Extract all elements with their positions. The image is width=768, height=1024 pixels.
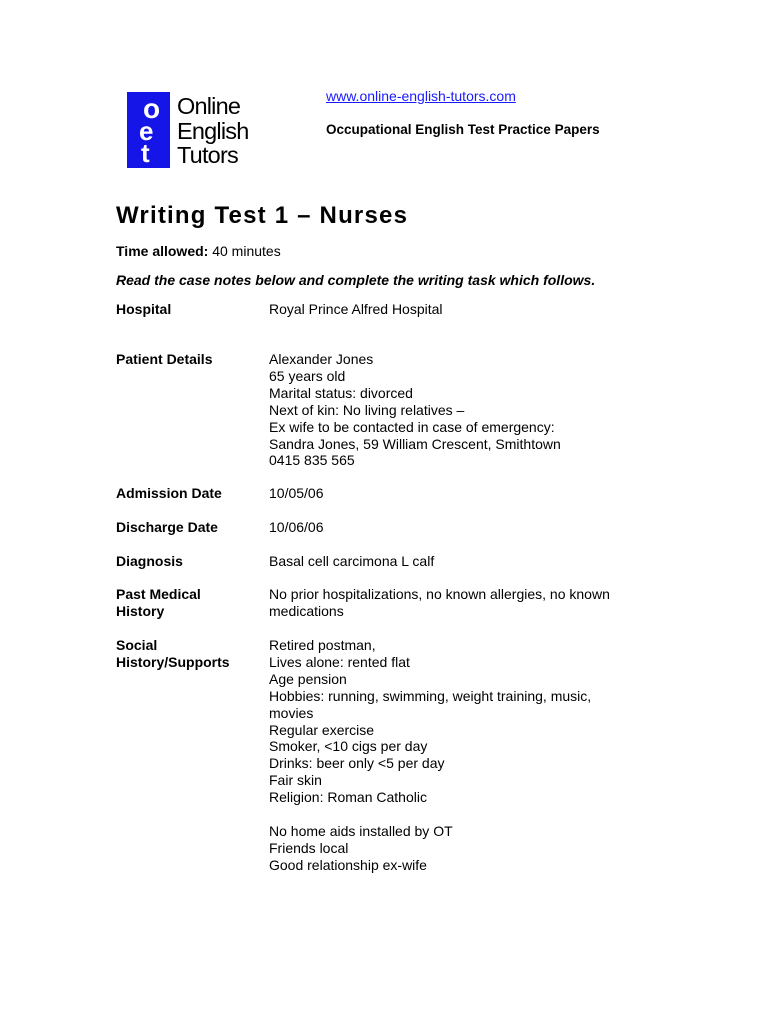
logo-line-tutors: Tutors xyxy=(177,142,238,168)
row-value-line: Drinks: beer only <5 per day xyxy=(269,755,445,772)
row-label-line: Patient Details xyxy=(116,351,213,367)
row-value-line: Sandra Jones, 59 William Crescent, Smithtown xyxy=(269,435,561,452)
row-value-line: No home aids installed by OT xyxy=(269,822,453,839)
row-value xyxy=(269,301,669,318)
instruction-text: Read the case notes below and complete the writing task which follows. xyxy=(116,272,596,288)
row-label-line: Diagnosis xyxy=(116,553,183,569)
time-allowed xyxy=(116,243,281,259)
time-allowed-value: 40 minutes xyxy=(212,243,281,259)
row-value-line: Smoker, <10 cigs per day xyxy=(269,738,428,755)
row-value-line: Hobbies: running, swimming, weight training, music, xyxy=(269,687,592,704)
row-label xyxy=(116,301,266,318)
logo-text xyxy=(177,94,248,168)
row-value-line: Basal cell carcimona L calf xyxy=(269,553,435,569)
row-label-line: Hospital xyxy=(116,301,172,317)
row-value-line: medications xyxy=(269,602,344,619)
row-value xyxy=(269,586,669,620)
row-value-line: Fair skin xyxy=(269,772,322,789)
row-value-line: No prior hospitalizations, no known allergies, no known xyxy=(269,586,610,602)
logo-letter-t: t xyxy=(141,138,150,168)
row-label xyxy=(116,519,266,536)
row-value-spacer xyxy=(269,806,669,823)
row-value-line: Retired postman, xyxy=(269,637,376,653)
row-value-line: Regular exercise xyxy=(269,721,375,738)
row-value-line: movies xyxy=(269,704,314,721)
row-value xyxy=(269,519,669,536)
row-label-line: History xyxy=(116,603,165,619)
row-value-line: Marital status: divorced xyxy=(269,384,413,401)
row-label xyxy=(116,485,266,502)
row-value xyxy=(269,351,669,469)
logo-letter-o: o xyxy=(143,93,161,124)
row-label xyxy=(116,553,266,570)
row-value xyxy=(269,553,669,570)
row-label xyxy=(116,351,266,368)
logo-letter-e: e xyxy=(139,116,154,146)
row-value-line: 0415 835 565 xyxy=(269,452,355,469)
row-value xyxy=(269,485,669,502)
row-value-line: Good relationship ex-wife xyxy=(269,856,427,873)
row-value-line: Lives alone: rented flat xyxy=(269,653,410,670)
row-value-line: Age pension xyxy=(269,670,347,687)
row-value-line: 65 years old xyxy=(269,367,346,384)
row-label xyxy=(116,637,266,671)
logo-line-online: Online xyxy=(177,93,241,119)
row-label xyxy=(116,586,266,620)
row-value xyxy=(269,637,669,874)
oet-logo-mark xyxy=(127,92,170,168)
row-label-line: Admission Date xyxy=(116,485,222,501)
row-value-line: 10/06/06 xyxy=(269,519,324,535)
row-value-line: Alexander Jones xyxy=(269,351,374,367)
row-value-line: 10/05/06 xyxy=(269,485,324,501)
page-title: Writing Test 1 – Nurses xyxy=(116,202,409,229)
row-value-line: Ex wife to be contacted in case of emergency: xyxy=(269,418,555,435)
website-link[interactable]: www.online-english-tutors.com xyxy=(326,88,516,104)
row-label-line: History/Supports xyxy=(116,654,230,670)
row-value-line: Friends local xyxy=(269,839,349,856)
row-value-line: Next of kin: No living relatives – xyxy=(269,401,465,418)
row-label-line: Past Medical xyxy=(116,586,201,602)
row-label-line: Discharge Date xyxy=(116,519,218,535)
row-label-line: Social xyxy=(116,637,158,653)
logo xyxy=(127,92,267,170)
logo-line-english: English xyxy=(177,117,249,144)
row-value-line: Religion: Roman Catholic xyxy=(269,789,427,806)
row-value-line: Royal Prince Alfred Hospital xyxy=(269,301,443,317)
time-allowed-label: Time allowed: xyxy=(116,243,209,259)
document-subtitle: Occupational English Test Practice Papers xyxy=(326,122,600,137)
